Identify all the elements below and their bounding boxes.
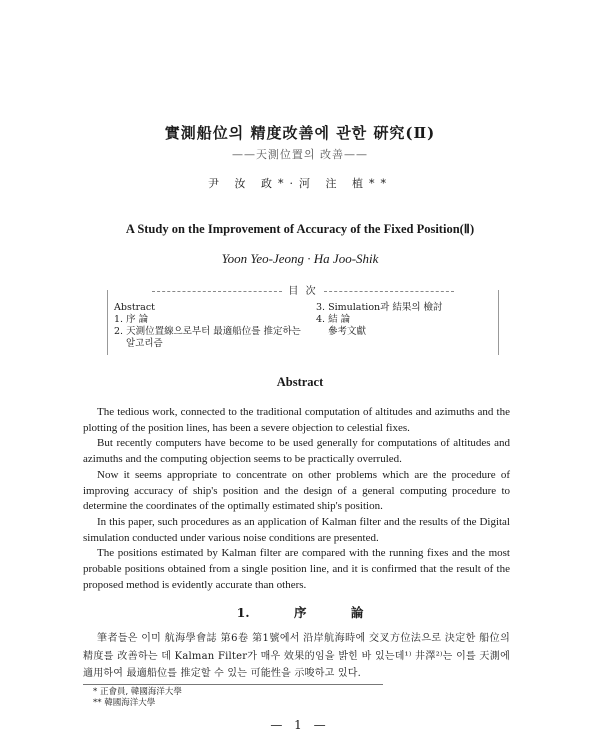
abstract-paragraph: Now it seems appropriate to concentrate on other problems which are the procedure of improving accuracy of ship's position and the design of a general computing procedure to determine the coordinates of the optimally estimated ship's position.	[83, 468, 510, 513]
toc-left-column	[114, 302, 304, 350]
toc-item: 3. Simulation과 結果의 檢討	[316, 302, 443, 313]
english-title: A Study on the Improvement of Accuracy of the Fixed Position(Ⅱ)	[125, 222, 475, 236]
abstract-body	[83, 405, 510, 593]
table-of-contents	[107, 286, 499, 355]
toc-item: 1. 序 論	[114, 314, 149, 325]
abstract-paragraph: The tedious work, connected to the traditional computation of altitudes and azimuths and the plotting of the position lines, has been a severe objection to celestial fixes.	[83, 406, 510, 434]
page-number: — 1 —	[270, 718, 330, 732]
toc-item: 4. 結 論	[316, 314, 351, 325]
korean-authors: 尹 汝 政*·河 注 植**	[208, 177, 392, 190]
intro-paragraph: 筆者들은 이미 航海學會誌 第6卷 第1號에서 沿岸航海時에 交叉方位法으로 決定한 船位의 精度를 改善하는 데 Kalman Filter가 매우 效果的임을 밝힌 바 있는데¹⁾ 井澤²⁾는 이를 天測에 適用하여 最適船位를 推定할 수 있는 可能性을 示唆하고 있다.	[83, 633, 510, 679]
footnote: * 正會員, 韓國海洋大學	[93, 687, 182, 697]
footnotes	[83, 684, 383, 709]
toc-header	[108, 282, 498, 297]
abstract-paragraph: The positions estimated by Kalman filter are compared with the running fixes and the most probable positions obtained from a single position line, and it is confirmed that the result of the proposed method is evidently accurate than others.	[83, 547, 510, 591]
toc-item: 알고리즘	[126, 338, 163, 349]
footnote: ** 韓國海洋大學	[93, 698, 156, 708]
toc-heading: 目 次	[282, 286, 323, 297]
abstract-heading: Abstract	[276, 375, 324, 389]
intro-heading: 1. 序 論	[236, 605, 364, 620]
toc-item: Abstract	[114, 302, 155, 313]
toc-right-column	[316, 302, 496, 338]
korean-title: 實測船位의 精度改善에 관한 硏究(Ⅱ)	[164, 124, 436, 142]
korean-subtitle: ——天測位置의 改善——	[231, 148, 369, 161]
toc-item: 參考文獻	[328, 326, 367, 337]
toc-item: 2. 天測位置線으로부터 最適船位를 推定하는	[114, 326, 301, 337]
english-authors: Yoon Yeo-Jeong · Ha Joo-Shik	[221, 251, 379, 266]
abstract-paragraph: But recently computers have become to be used generally for computations of altitudes and azimuths and the computing objection seems to be practically overruled.	[83, 437, 510, 466]
abstract-paragraph: In this paper, such procedures as an application of Kalman filter and the results of the Digital simulation conducted under various noise conditions are presented.	[83, 515, 510, 544]
